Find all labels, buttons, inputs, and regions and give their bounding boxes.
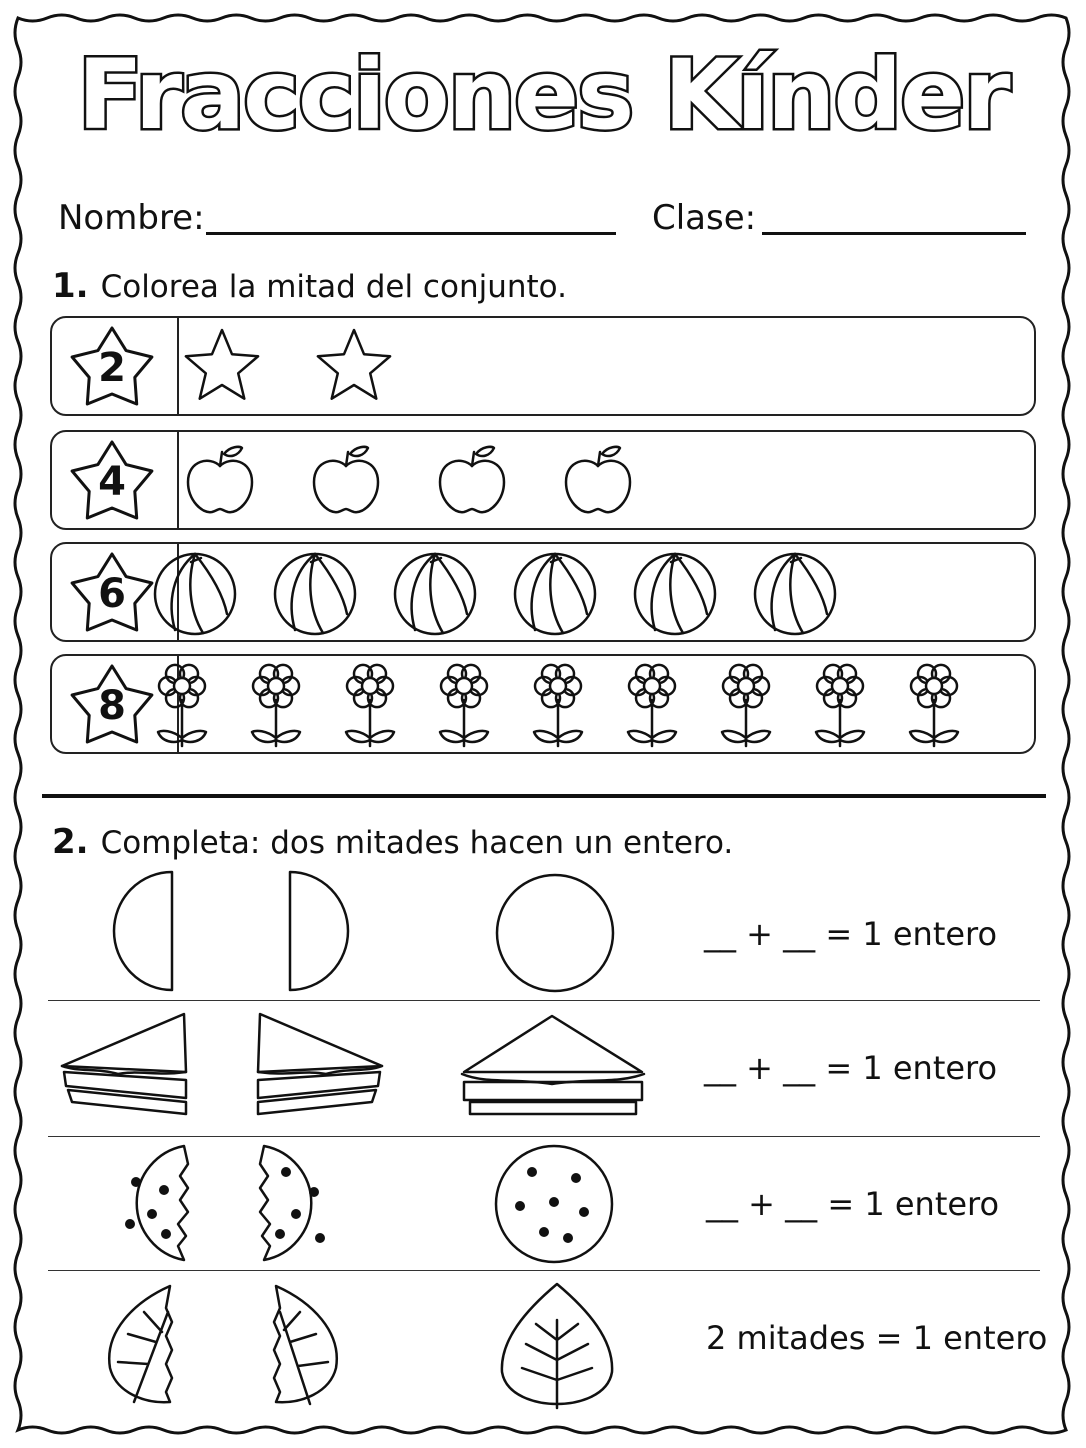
count-badge-number: 8 [98, 683, 126, 729]
right-half-leaf-icon [270, 1282, 344, 1408]
flower-icon[interactable] [340, 660, 400, 750]
apple-icon[interactable] [432, 440, 512, 520]
beach-ball-icon[interactable] [273, 552, 359, 638]
page-title: Fracciones Kínder [77, 39, 1009, 151]
whole-leaf-icon [496, 1280, 618, 1410]
whole-sandwich-icon [456, 1012, 650, 1118]
row-divider-line [48, 1000, 1040, 1001]
flower-icon[interactable] [434, 660, 494, 750]
beach-ball-icon[interactable] [753, 552, 839, 638]
set-row-8 [50, 654, 1036, 754]
beach-ball-icon[interactable] [393, 552, 479, 638]
equation-circle[interactable]: __ + __ = 1 entero [704, 915, 998, 953]
flower-icon[interactable] [152, 660, 212, 750]
star-icon[interactable] [314, 328, 394, 408]
set-row-2 [50, 316, 1036, 416]
left-half-circle-icon [96, 870, 176, 992]
count-badge-star-icon [68, 326, 156, 410]
flower-icon[interactable] [528, 660, 588, 750]
apple-icon[interactable] [180, 440, 260, 520]
count-badge-number: 4 [98, 459, 126, 505]
question-2-number: 2. [52, 822, 89, 862]
equation-sandwich[interactable]: __ + __ = 1 entero [704, 1049, 998, 1087]
count-badge-number: 6 [98, 571, 126, 617]
whole-cookie-icon [492, 1142, 616, 1266]
question-1-number: 1. [52, 266, 89, 306]
class-input-line[interactable] [762, 232, 1026, 235]
question-2-instruction: Completa: dos mitades hacen un entero. [100, 825, 734, 861]
name-input-line[interactable] [206, 232, 616, 235]
count-badge-star-icon [68, 664, 156, 748]
right-half-sandwich-icon [252, 1010, 386, 1118]
beach-ball-icon[interactable] [633, 552, 719, 638]
flower-icon[interactable] [716, 660, 776, 750]
question-2 [52, 822, 733, 863]
flower-icon[interactable] [810, 660, 870, 750]
set-row-6 [50, 542, 1036, 642]
left-half-sandwich-icon [58, 1010, 192, 1118]
left-half-cookie-icon [106, 1142, 192, 1264]
count-badge-star-icon [68, 440, 156, 524]
left-half-leaf-icon [104, 1282, 178, 1408]
beach-ball-icon[interactable] [153, 552, 239, 638]
question-1 [52, 266, 567, 307]
flower-icon[interactable] [904, 660, 964, 750]
section-divider [42, 794, 1046, 798]
row-divider-line [48, 1270, 1040, 1271]
beach-ball-icon[interactable] [513, 552, 599, 638]
apple-icon[interactable] [558, 440, 638, 520]
right-half-circle-icon [286, 870, 366, 992]
whole-circle-icon [494, 872, 616, 994]
class-label: Clase: [652, 198, 757, 238]
flower-icon[interactable] [622, 660, 682, 750]
flower-icon[interactable] [246, 660, 306, 750]
right-half-cookie-icon [256, 1142, 342, 1264]
row-divider-line [48, 1136, 1040, 1137]
count-badge-star-icon [68, 552, 156, 636]
apple-icon[interactable] [306, 440, 386, 520]
set-row-4 [50, 430, 1036, 530]
name-label: Nombre: [58, 198, 205, 238]
question-1-instruction: Colorea la mitad del conjunto. [100, 269, 567, 305]
star-icon[interactable] [182, 328, 262, 408]
equation-cookie[interactable]: __ + __ = 1 entero [706, 1185, 1000, 1223]
count-badge-number: 2 [98, 345, 126, 391]
equation-leaf: 2 mitades = 1 entero [706, 1319, 1048, 1357]
